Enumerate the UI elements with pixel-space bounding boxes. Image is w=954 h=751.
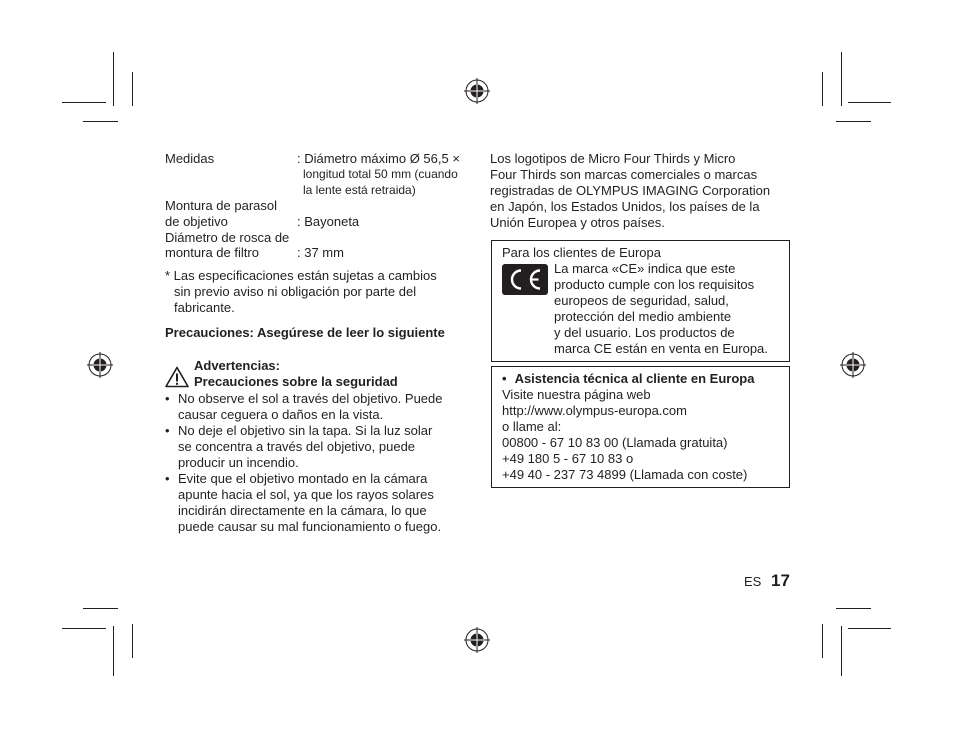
crop-mark bbox=[848, 102, 891, 103]
crop-mark bbox=[113, 52, 114, 106]
ce-text-line: protección del medio ambiente bbox=[554, 309, 732, 324]
support-url[interactable]: http://www.olympus-europa.com bbox=[502, 403, 687, 418]
paragraph-line: en Japón, los Estados Unidos, los países de la bbox=[490, 199, 760, 214]
warning-triangle-icon bbox=[165, 366, 189, 388]
crop-mark bbox=[83, 608, 118, 609]
crop-mark bbox=[83, 121, 118, 122]
crop-mark bbox=[132, 72, 133, 106]
trademark-paragraph bbox=[490, 151, 770, 231]
registration-mark-icon bbox=[464, 78, 490, 104]
crop-mark bbox=[848, 628, 891, 629]
crop-mark bbox=[822, 624, 823, 658]
paragraph-line: Los logotipos de Micro Four Thirds y Micro bbox=[490, 151, 736, 166]
crop-mark bbox=[113, 626, 114, 676]
support-box bbox=[491, 366, 790, 488]
support-text-line: Visite nuestra página web bbox=[502, 387, 651, 402]
spec-label: Diámetro de rosca de bbox=[165, 230, 290, 245]
support-box-text bbox=[502, 387, 747, 483]
support-title-text: Asistencia técnica al cliente en Europa bbox=[514, 371, 755, 386]
support-text-line: o llame al: bbox=[502, 419, 562, 434]
paragraph-line: registradas de OLYMPUS IMAGING Corporation bbox=[490, 183, 771, 198]
support-box-title bbox=[502, 371, 754, 387]
paragraph-line: Four Thirds son marcas comerciales o marcas bbox=[490, 167, 758, 182]
crop-mark bbox=[841, 626, 842, 676]
list-item: • No deje el objetivo sin la tapa. Si la luz solar se concentra a través del objetivo, puede producir un incendio. bbox=[165, 423, 475, 471]
spec-label: de objetivo bbox=[165, 214, 228, 229]
crop-mark bbox=[841, 52, 842, 106]
warnings-list bbox=[165, 391, 475, 535]
registration-mark-icon bbox=[464, 627, 490, 653]
footnote-line: fabricante. bbox=[174, 300, 235, 315]
paragraph-line: Unión Europea y otros países. bbox=[490, 215, 665, 230]
warning-subtitle: Precauciones sobre la seguridad bbox=[194, 374, 398, 389]
crop-mark bbox=[62, 628, 106, 629]
spec-value: : 37 mm bbox=[297, 245, 344, 260]
specs-footnote bbox=[165, 268, 437, 316]
ce-text-line: europeos de seguridad, salud, bbox=[554, 293, 729, 308]
ce-logo-icon bbox=[502, 264, 548, 295]
spec-label: montura de filtro bbox=[165, 245, 259, 260]
ce-text-line: marca CE están en venta en Europa. bbox=[554, 341, 768, 356]
bullet: • bbox=[502, 371, 507, 386]
crop-mark bbox=[836, 608, 871, 609]
spec-label: Medidas bbox=[165, 151, 215, 166]
page-number: 17 bbox=[771, 571, 790, 590]
support-phone: +49 180 5 - 67 10 83 o bbox=[502, 451, 634, 466]
registration-mark-icon bbox=[87, 352, 113, 378]
ce-text-line: producto cumple con los requisitos bbox=[554, 277, 755, 292]
ce-text-line: La marca «CE» indica que este bbox=[554, 261, 736, 276]
list-item: • Evite que el objetivo montado en la cámara apunte hacia el sol, ya que los rayos solares incidirán directamente en la cámara, lo que puede causar su mal funcionamiento o fuego. bbox=[165, 471, 475, 535]
crop-mark bbox=[836, 121, 871, 122]
spec-note: la lente está retraida) bbox=[303, 183, 416, 197]
crop-mark bbox=[62, 102, 106, 103]
registration-mark-icon bbox=[840, 352, 866, 378]
spec-value: : Diámetro máximo Ø 56,5 × bbox=[297, 151, 460, 166]
crop-mark bbox=[822, 72, 823, 106]
ce-notice-box bbox=[491, 240, 790, 362]
footnote-line: * Las especificaciones están sujetas a cambios bbox=[165, 268, 437, 283]
ce-box-text bbox=[554, 261, 768, 357]
ce-mark-icon bbox=[502, 264, 548, 295]
support-phone: +49 40 - 237 73 4899 (Llamada con coste) bbox=[502, 467, 748, 482]
support-phone: 00800 - 67 10 83 00 (Llamada gratuita) bbox=[502, 435, 728, 450]
spec-value: : Bayoneta bbox=[297, 214, 360, 229]
footnote-line: sin previo aviso ni obligación por parte del bbox=[174, 284, 417, 299]
precautions-heading: Precauciones: Asegúrese de leer lo siguiente bbox=[165, 325, 445, 340]
spec-note: longitud total 50 mm (cuando bbox=[303, 167, 458, 181]
ce-text-line: y del usuario. Los productos de bbox=[554, 325, 735, 340]
crop-mark bbox=[132, 624, 133, 658]
ce-box-title: Para los clientes de Europa bbox=[502, 245, 661, 260]
list-item: • No observe el sol a través del objetivo. Puede causar ceguera o daños en la vista. bbox=[165, 391, 475, 423]
warning-title: Advertencias: bbox=[194, 358, 280, 373]
language-code: ES bbox=[744, 574, 762, 589]
spec-label: Montura de parasol bbox=[165, 198, 278, 213]
